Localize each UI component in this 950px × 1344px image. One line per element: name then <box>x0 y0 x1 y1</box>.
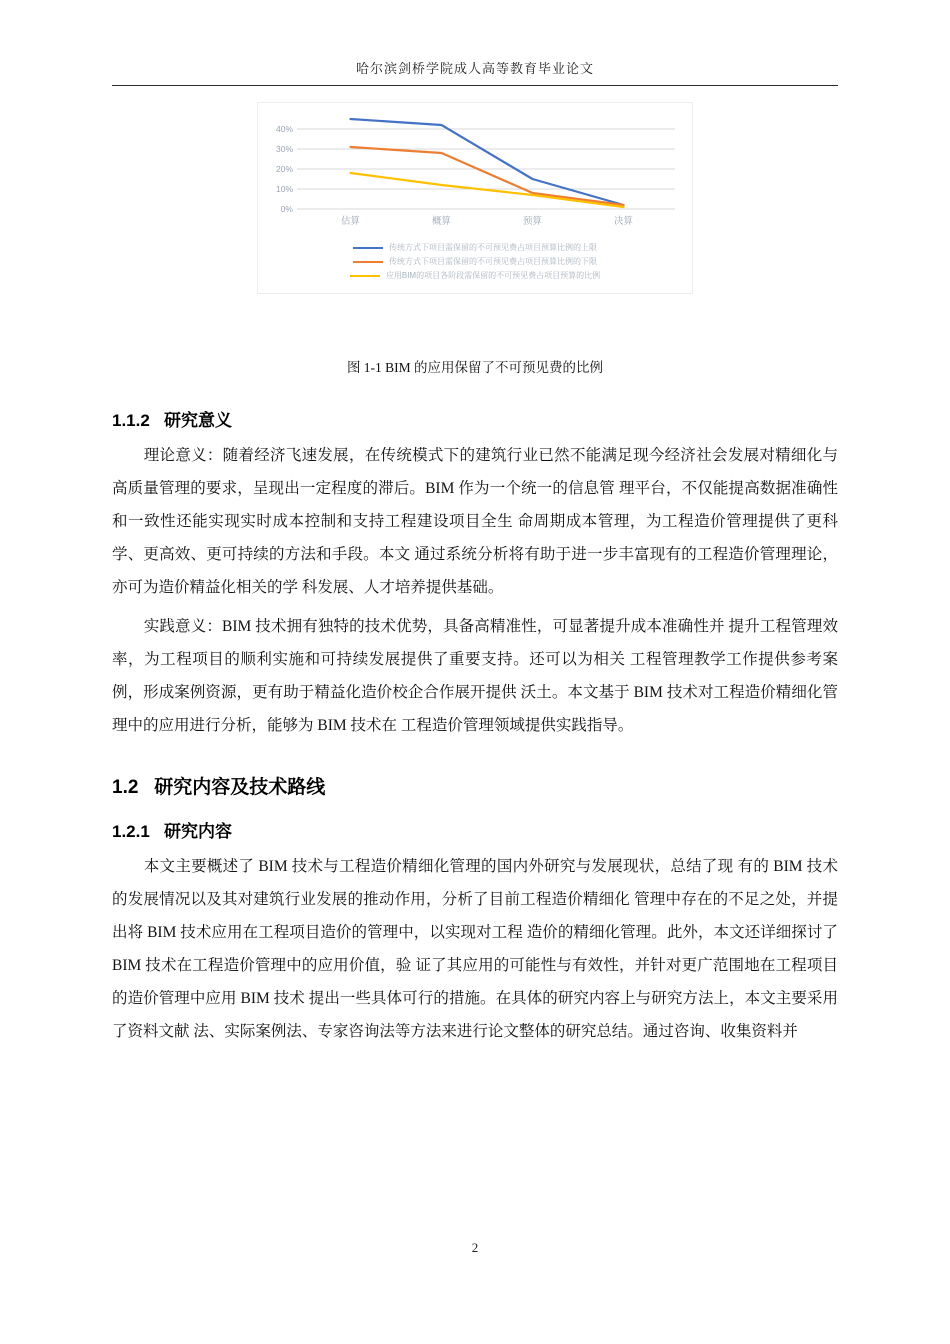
figure-chart <box>257 102 693 294</box>
paragraph-theory-significance: 理论意义：随着经济飞速发展，在传统模式下的建筑行业已然不能满足现今经济社会发展对精细化与高质量管理的要求，呈现出一定程度的滞后。BIM 作为一个统一的信息管 理平台，不仅能提高数据准确性和一致性还能实现实时成本控制和支持工程建设项目全生 命周期成本管理，为工程造价管理提供了更科学、更高效、更可持续的方法和手段。本文 通过系统分析将有助于进一步丰富现有的工程造价管理理论，亦可为造价精益化相关的学 科发展、人才培养提供基础。 <box>112 447 838 596</box>
line-chart <box>265 109 685 235</box>
legend-label: 传统方式下项目需保留的不可预见费占项目预算比例的上限 <box>389 243 597 252</box>
y-axis-tick-label: 0% <box>280 204 293 214</box>
legend-entry <box>353 243 597 253</box>
heading-1-1-2: 1.1.2 研究意义 <box>112 411 232 430</box>
series-line <box>351 147 624 205</box>
page-number: 2 <box>471 1240 479 1255</box>
paragraph-research-content: 本文主要概述了 BIM 技术与工程造价精细化管理的国内外研究与发展现状，总结了现 有的 BIM 技术的发展情况以及其对建筑行业发展的推动作用，分析了目前工程造价精细化 管理中存在的不足之处，并提出将 BIM 技术应用在工程项目造价的管理中，以实现对工程 造价的精细化管理。此外，本文还详细探讨了 BIM 技术在工程造价管理中的应用价值，验 证了其应用的可能性与有效性，并针对更广范围地在工程项目的造价管理中应用 BIM 技术 提出一些具体可行的措施。在具体的研究内容上与研究方法上，本文主要采用了资料文献 法、实际案例法、专家咨询法等方法来进行论文整体的研究总结。通过咨询、收集资料并 <box>112 858 838 1040</box>
y-axis-tick-label: 10% <box>275 184 293 194</box>
legend-label: 传统方式下项目需保留的不可预见费占项目预算比例的下限 <box>389 257 597 266</box>
x-axis-tick-label: 预算 <box>522 216 543 227</box>
figure-caption: 图 1-1 BIM 的应用保留了不可预见费的比例 <box>346 360 604 375</box>
chart-legend <box>260 243 690 281</box>
heading-1-2-1: 1.2.1 研究内容 <box>112 822 232 841</box>
paragraph-practice-significance: 实践意义：BIM 技术拥有独特的技术优势，具备高精准性，可显著提升成本准确性并 提升工程管理效率，为工程项目的顺利实施和可持续发展提供了重要支持。还可以为相关 工程管理教学工作提供参考案例，形成案例资源，更有助于精益化造价校企合作展开提供 沃土。本文基于 BIM 技术对工程造价精细化管理中的应用进行分析，能够为 BIM 技术在 工程造价管理领域提供实践指导。 <box>112 618 838 734</box>
y-axis-tick-label: 20% <box>275 164 293 174</box>
x-axis-tick-label: 决算 <box>613 216 634 227</box>
legend-line-marker <box>353 247 383 249</box>
legend-entry <box>353 257 597 267</box>
series-line <box>351 119 624 205</box>
legend-label: 应用BIM的项目各阶段需保留的不可预见费占项目预算的比例 <box>385 271 601 280</box>
y-axis-tick-label: 30% <box>275 144 293 154</box>
heading-1-2: 1.2 研究内容及技术路线 <box>112 777 326 798</box>
series-line <box>351 173 624 207</box>
legend-line-marker <box>350 275 380 277</box>
page-header-title: 哈尔滨剑桥学院成人高等教育毕业论文 <box>112 58 838 86</box>
x-axis-tick-label: 估算 <box>340 216 361 227</box>
legend-entry <box>350 271 600 281</box>
x-axis-tick-label: 概算 <box>431 216 452 227</box>
legend-line-marker <box>353 261 383 263</box>
y-axis-tick-label: 40% <box>275 124 293 134</box>
